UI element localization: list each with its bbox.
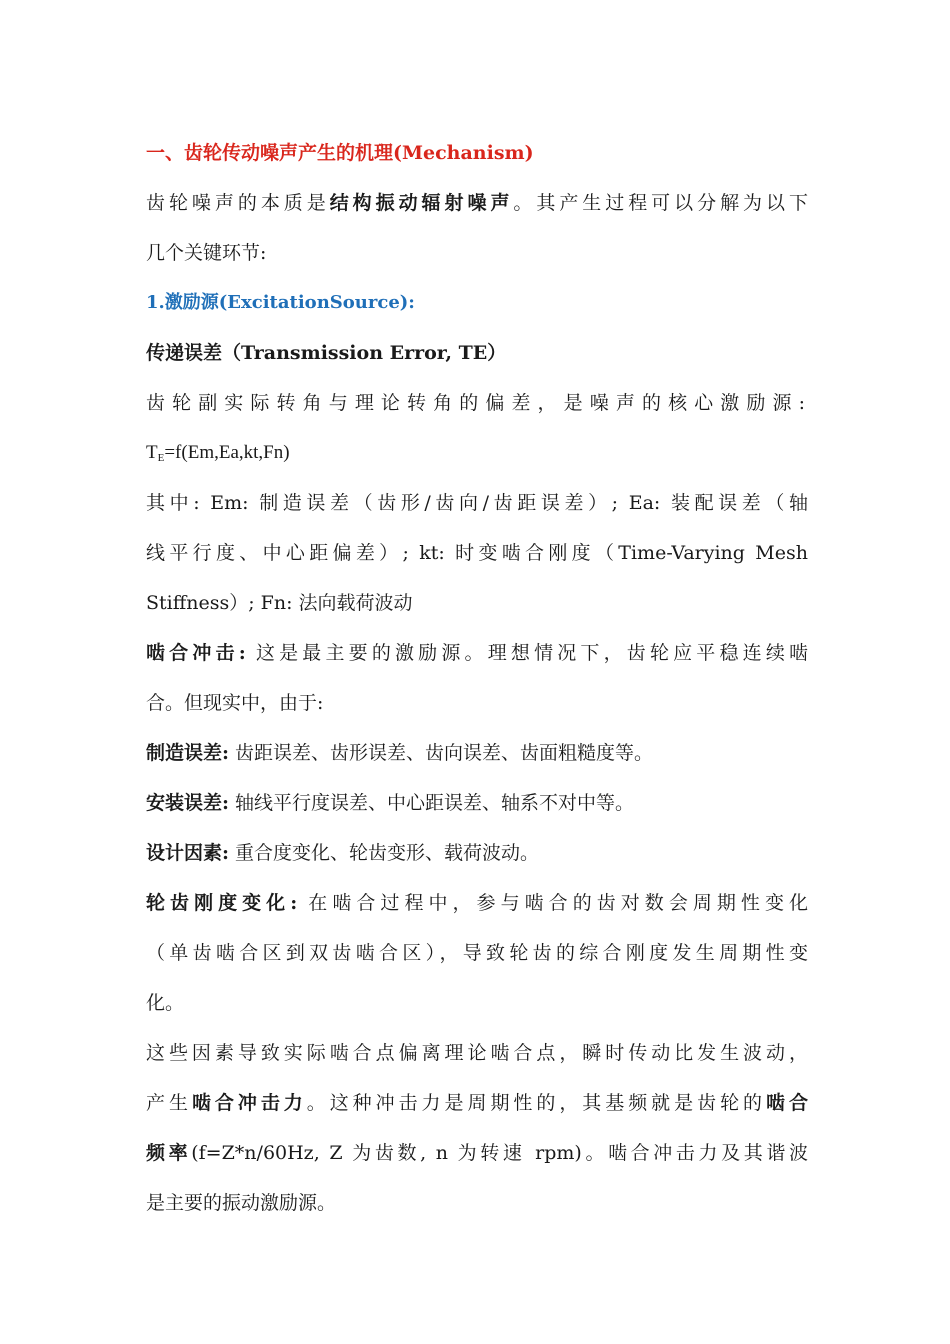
- install-error-line: [146, 778, 808, 828]
- summary-bold-mesh: 啮合: [766, 1092, 808, 1114]
- stiffness-line-2: （单齿啮合区到双齿啮合区），导致轮齿的综合刚度发生周期性变: [146, 942, 808, 964]
- mfg-text: 齿距误差、齿形误差、齿向误差、齿面粗糙度等。: [229, 742, 654, 764]
- where-line-2: 线平行度、中心距偏差）; kt: 时变啮合刚度（Time-Varying Mesh: [146, 542, 808, 564]
- where-line-1: 其中: Em: 制造误差（齿形/齿向/齿距误差）; Ea: 装配误差（轴: [146, 492, 808, 514]
- impact-label: 啮合冲击:: [146, 642, 246, 664]
- summary-line-1: 这些因素导致实际啮合点偏离理论啮合点，瞬时传动比发生波动，: [146, 1042, 808, 1064]
- stiffness-label: 轮齿刚度变化:: [146, 892, 298, 914]
- intro-line-1: [146, 178, 808, 228]
- formula-rest: =f(Em,Ea,kt,Fn): [164, 442, 290, 463]
- intro-text-a: 齿轮噪声的本质是: [146, 192, 330, 214]
- install-text: 轴线平行度误差、中心距误差、轴系不对中等。: [229, 792, 635, 814]
- formula-subscript: E: [157, 452, 165, 464]
- install-label: 安装误差:: [146, 792, 230, 814]
- stiffness-line-1: [146, 878, 808, 928]
- intro-text-c: 。其产生过程可以分解为以下: [513, 192, 808, 214]
- summary-line-4: 是主要的振动激励源。: [146, 1192, 337, 1214]
- stiffness-line-3: 化。: [146, 992, 185, 1014]
- impact-text-1: 这是最主要的激励源。理想情况下，齿轮应平稳连续啮: [245, 642, 809, 664]
- te-heading: 传递误差（Transmission Error, TE）: [146, 342, 507, 364]
- summary-line-3: [146, 1128, 808, 1178]
- section-title: 一、齿轮传动噪声产生的机理(Mechanism): [146, 142, 534, 164]
- subsection-title: 1.激励源(ExcitationSource):: [146, 292, 415, 313]
- impact-line-1: [146, 628, 808, 678]
- mfg-error-line: [146, 728, 808, 778]
- design-factor-line: [146, 828, 808, 878]
- formula-t: T: [146, 442, 158, 463]
- summary-bold-impact: 啮合冲击力: [191, 1092, 307, 1114]
- impact-line-2: 合。但现实中，由于:: [146, 692, 324, 714]
- where-line-3: Stiffness）; Fn: 法向载荷波动: [146, 592, 413, 614]
- summary-bold-frequency: 频率: [146, 1142, 192, 1164]
- mfg-label: 制造误差:: [146, 742, 230, 764]
- te-formula: [146, 428, 808, 478]
- document-body: [146, 128, 808, 1228]
- intro-line-2: 几个关键环节:: [146, 242, 267, 264]
- summary-formula: (f=Z*n/60Hz, Z 为齿数, n 为转速 rpm)。啮合冲击力及其谐波: [191, 1142, 808, 1164]
- summary-text-a: 产生: [146, 1092, 192, 1114]
- intro-bold-term: 结构振动辐射噪声: [329, 192, 514, 214]
- design-text: 重合度变化、轮齿变形、载荷波动。: [229, 842, 540, 864]
- te-description: 齿轮副实际转角与理论转角的偏差，是噪声的核心激励源:: [146, 392, 808, 414]
- summary-text-c: 。这种冲击力是周期性的，其基频就是齿轮的: [306, 1092, 766, 1114]
- design-label: 设计因素:: [146, 842, 230, 864]
- summary-line-2: [146, 1078, 808, 1128]
- stiffness-text-1: 在啮合过程中，参与啮合的齿对数会周期性变化: [297, 892, 809, 914]
